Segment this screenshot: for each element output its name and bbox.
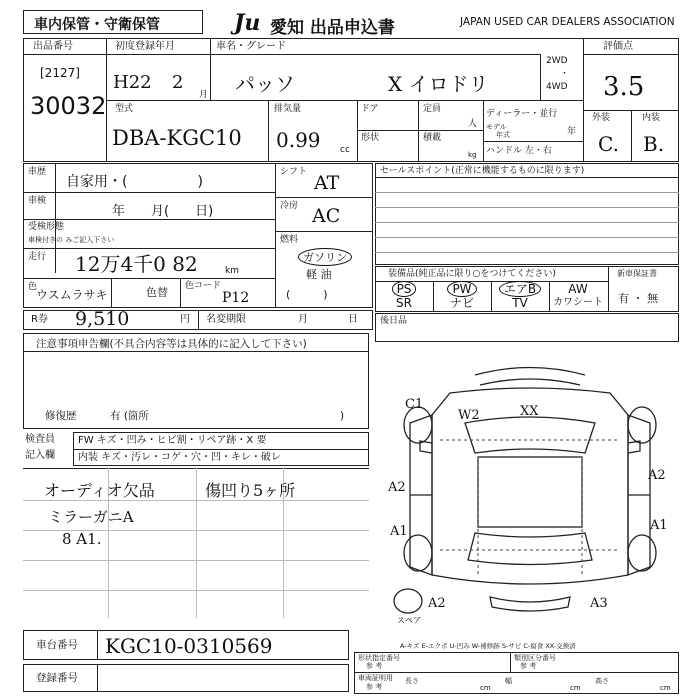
storage-label: 車内保管・守衛保管 (34, 17, 160, 33)
model-code-value: DBA-KGC10 (112, 126, 242, 150)
after-items-box (375, 313, 679, 342)
form-title: 愛知 出品申込書 (270, 18, 395, 38)
ju-logo: Ju (234, 10, 261, 36)
drive-4wd: 4WD (546, 82, 568, 92)
inspection-type-label: 受検形態 (28, 222, 65, 232)
exterior-score-label: 外装 (592, 113, 611, 123)
damage-mark-a3: A3 (590, 596, 608, 611)
car-name: パッソ (235, 72, 295, 96)
name-change-label: 名変期限 (206, 314, 246, 325)
sales-point-label: セールスポイント(正常に機能するものに限ります) (380, 166, 585, 176)
model-year-label-b: 年式 (496, 131, 510, 139)
model-year-label-a: モデル (486, 123, 507, 131)
drive-dot: ・ (560, 69, 570, 79)
lot-number: 30032 (30, 92, 107, 120)
color-label: 色 (28, 282, 38, 292)
inspection-type-note: 車検付きの みご記入下さい (28, 236, 115, 244)
repair-history-close: ) (340, 410, 345, 422)
repair-history-label: 修復歴 (45, 410, 77, 422)
equipment-item (375, 282, 433, 296)
chassis-value: KGC10-0310569 (105, 634, 273, 658)
inspector-interior-row: 内装 キズ・汚レ・コゲ・穴・凹・キレ・破レ (78, 452, 281, 463)
damage-mark-a2-right: A2 (648, 468, 666, 483)
inspector-entry-label: 記入欄 (25, 450, 55, 461)
fuel-petrol: ガソリン (298, 248, 352, 266)
notes-label: 注意事項申告欄(不具合内容等は具体的に記入して下さい) (36, 338, 307, 350)
damage-mark-xx: XX (520, 404, 539, 419)
inspector-label: 検査員 (25, 434, 55, 445)
inspection-value: 年 月( 日) (112, 204, 214, 219)
damage-mark-a2-left: A2 (388, 480, 406, 495)
name-change-day: 日 (348, 314, 358, 325)
damage-mark-a1-right: A1 (650, 518, 668, 533)
remark-3: ミラーガニA (48, 508, 134, 526)
sales-point-box (375, 163, 679, 265)
repair-history-value: 有 (箇所 (110, 410, 149, 422)
exterior-score-value: C. (598, 132, 619, 156)
class-number-label: 類別区分番号 (514, 654, 556, 662)
fuel-other: ( ) (286, 288, 328, 301)
height-label: 高さ (595, 677, 609, 685)
grade-score-value: 3.5 (603, 72, 645, 102)
ac-label: 冷房 (280, 201, 299, 211)
car-damage-diagram (380, 345, 680, 635)
color-code-value: P12 (222, 290, 250, 306)
equipment-item: TV (512, 296, 528, 310)
equipment-item-circled: PS (392, 281, 417, 297)
equipment-label: 装備品(純正品に限り○をつけてください) (388, 269, 556, 279)
registration-label: 初度登録年月 (115, 41, 175, 52)
class-number-ref: 参 考 (520, 662, 537, 670)
recycle-value: 9,510 (75, 308, 130, 330)
height-unit: cm (660, 684, 671, 692)
shift-label: シフト (280, 167, 308, 177)
capacity-label: 定員 (423, 104, 442, 114)
equipment-item: カワシート (553, 297, 603, 308)
displacement-unit: cc (340, 145, 350, 155)
damage-mark-c1: C1 (405, 397, 424, 412)
load-unit: kg (468, 151, 477, 159)
dimension-cert-ref: 参 考 (366, 683, 383, 691)
mileage-value: 12万4千0 82 (75, 252, 198, 276)
equipment-item: SR (396, 296, 412, 310)
interior-score-label: 内装 (642, 113, 661, 123)
dimension-cert-label: 車両証明用 (358, 674, 393, 682)
name-change-month: 月 (298, 314, 308, 325)
spec-number-label: 形状指定番号 (358, 654, 400, 662)
load-label: 積載 (423, 133, 442, 143)
damage-mark-a1-left: A1 (390, 524, 408, 539)
equipment-item (433, 282, 491, 296)
color-code-label: 色コード (185, 281, 222, 291)
mileage-label: 走行 (28, 252, 47, 262)
width-unit: cm (570, 684, 581, 692)
damage-mark-a2-bottom: A2 (428, 596, 446, 611)
chassis-label: 車台番号 (36, 639, 78, 651)
equipment-item-circled: エアB (499, 281, 541, 297)
displacement-label: 排気量 (274, 104, 302, 114)
length-label: 長さ (405, 677, 419, 685)
model-year-unit: 年 (567, 127, 577, 137)
displacement-value: 0.99 (276, 128, 321, 152)
color-value: ウスムラサキ (36, 288, 108, 302)
capacity-unit: 人 (468, 119, 478, 129)
spec-number-ref: 参 考 (366, 662, 383, 670)
car-name-label: 車名・グレード (216, 41, 286, 52)
mileage-unit: km (225, 266, 239, 276)
fuel-label: 燃料 (280, 235, 299, 245)
length-unit: cm (480, 684, 491, 692)
width-label: 幅 (505, 677, 512, 685)
history-value: 自家用・( ) (66, 174, 203, 190)
handle-label: ハンドル 左・右 (486, 146, 552, 156)
equipment-item-circled: PW (447, 281, 476, 297)
shape-label: 形状 (361, 133, 380, 143)
model-code-label: 型式 (115, 104, 134, 114)
form-english-title: JAPAN USED CAR DEALERS ASSOCIATION (460, 16, 675, 28)
lot-sub-number: [2127] (40, 66, 80, 80)
registration-month-unit: 月 (199, 90, 209, 100)
damage-legend: A-キズ E-エクボ U-凹み W-補修跡 S-サビ C-腐食 XX-交換済 (400, 642, 576, 650)
door-label: ドア (361, 104, 379, 114)
shift-value: AT (314, 172, 340, 194)
after-items-label: 後日品 (380, 316, 408, 326)
grade-score-label: 評価点 (603, 41, 633, 52)
fuel-diesel: 軽 油 (306, 268, 332, 281)
equipment-item (491, 282, 549, 296)
lot-label: 出品番号 (33, 41, 73, 52)
interior-score-value: B. (643, 132, 665, 156)
registration-era-year: H22 (113, 72, 152, 93)
registration-number-label: 登録番号 (36, 672, 78, 684)
equipment-item: AW (568, 282, 588, 296)
history-label: 車歴 (28, 167, 47, 177)
damage-mark-w2: W2 (458, 408, 480, 423)
color-change-label: 色替 (146, 286, 168, 299)
warranty-value: 有 ・ 無 (618, 292, 658, 305)
equipment-item: ナビ (449, 296, 474, 310)
spare-tire-label: スペア (397, 616, 421, 625)
inspector-fw-row: FW キズ・凹み・ヒビ割・リペア跡・X 要 (78, 435, 267, 446)
recycle-unit: 円 (180, 314, 190, 325)
remark-1: オーディオ欠品 (44, 481, 155, 500)
recycle-label: R券 (31, 314, 48, 325)
drive-2wd: 2WD (546, 56, 568, 66)
ac-value: AC (312, 205, 341, 227)
inspection-label: 車検 (28, 196, 47, 206)
storage-label-box (23, 10, 203, 34)
warranty-label: 新車保証書 (617, 269, 657, 278)
remark-4: 8 A1. (62, 530, 102, 548)
car-grade: X イロドリ (388, 72, 489, 96)
dealer-label: ディーラー・並行 (486, 109, 558, 119)
remark-2: 傷凹り5ヶ所 (205, 481, 296, 500)
registration-month: 2 (172, 72, 184, 93)
